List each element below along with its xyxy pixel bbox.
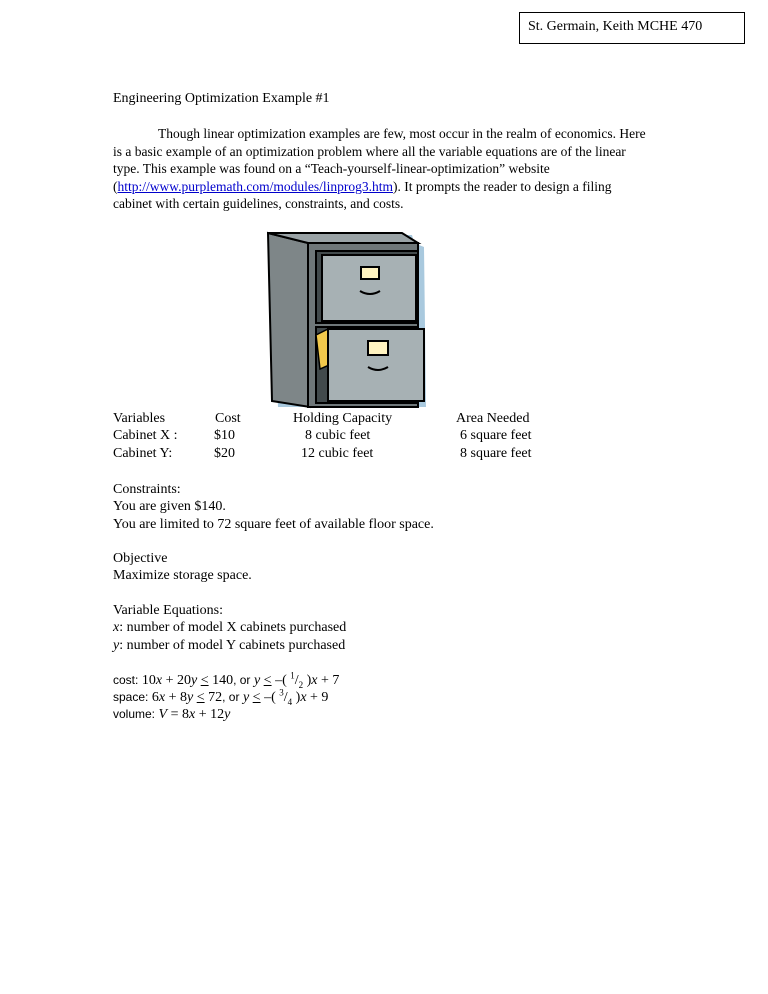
constraint-line: You are limited to 72 square feet of available floor space. [113,516,434,532]
variable-y-line: y: number of model Y cabinets purchased [113,637,346,653]
objective-heading: Objective [113,551,168,566]
constraint-line: You are given $140. [113,499,226,515]
table-cell: 8 square feet [460,445,532,461]
objective-text: Maximize storage space. [113,568,252,584]
variables-section [113,602,346,654]
filing-cabinet-illustration [262,229,434,409]
objective-section [113,550,252,585]
page-title: Engineering Optimization Example #1 [113,91,330,106]
course-code: MCHE 470 [637,19,703,34]
table-cell: $20 [214,445,235,461]
header-box [519,12,745,44]
intro-paragraph [113,125,653,213]
cost-equation: cost: 10x + 20y < 140, or y < –( $^1/_2$ )x + 7 [113,670,340,690]
constraints-section [113,481,434,533]
table-cell: Cabinet X : [113,428,178,444]
table-cell: 12 cubic feet [301,445,374,461]
intro-text-2: ). It prompts the reader to design a filing cabinet with certain guidelines, constraints, and costs. [113,178,612,211]
intro-text-1: Though linear optimization examples are few, most occur in the realm of economics. Here is a basic example of an optimization problem where all the variable equations are of the linear type. This example was found on a “Teach-yourself-linear-optimization” website ( [113,126,646,194]
table-header: Holding Capacity [293,411,393,426]
table-header: Cost [215,411,241,426]
table-cell: Cabinet Y: [113,445,173,461]
variables-heading: Variable Equations: [113,603,224,618]
table-cell: 6 square feet [460,428,532,444]
table-header: Variables [113,411,166,426]
purplemath-link[interactable]: http://www.purplemath.com/modules/linprog3.htm [117,178,393,194]
author-name: St. Germain, Keith [528,19,634,34]
volume-equation: volume: V = 8x + 12y [113,707,231,722]
variable-x-line: x: number of model X cabinets purchased [113,620,347,636]
table-header: Area Needed [456,411,530,426]
constraints-heading: Constraints: [113,482,181,497]
table-cell: $10 [214,428,235,444]
table-cell: 8 cubic feet [305,428,371,444]
space-equation: space: 6x + 8y < 72, or y < –( $^3/_4$ )x + 9 [113,687,329,707]
